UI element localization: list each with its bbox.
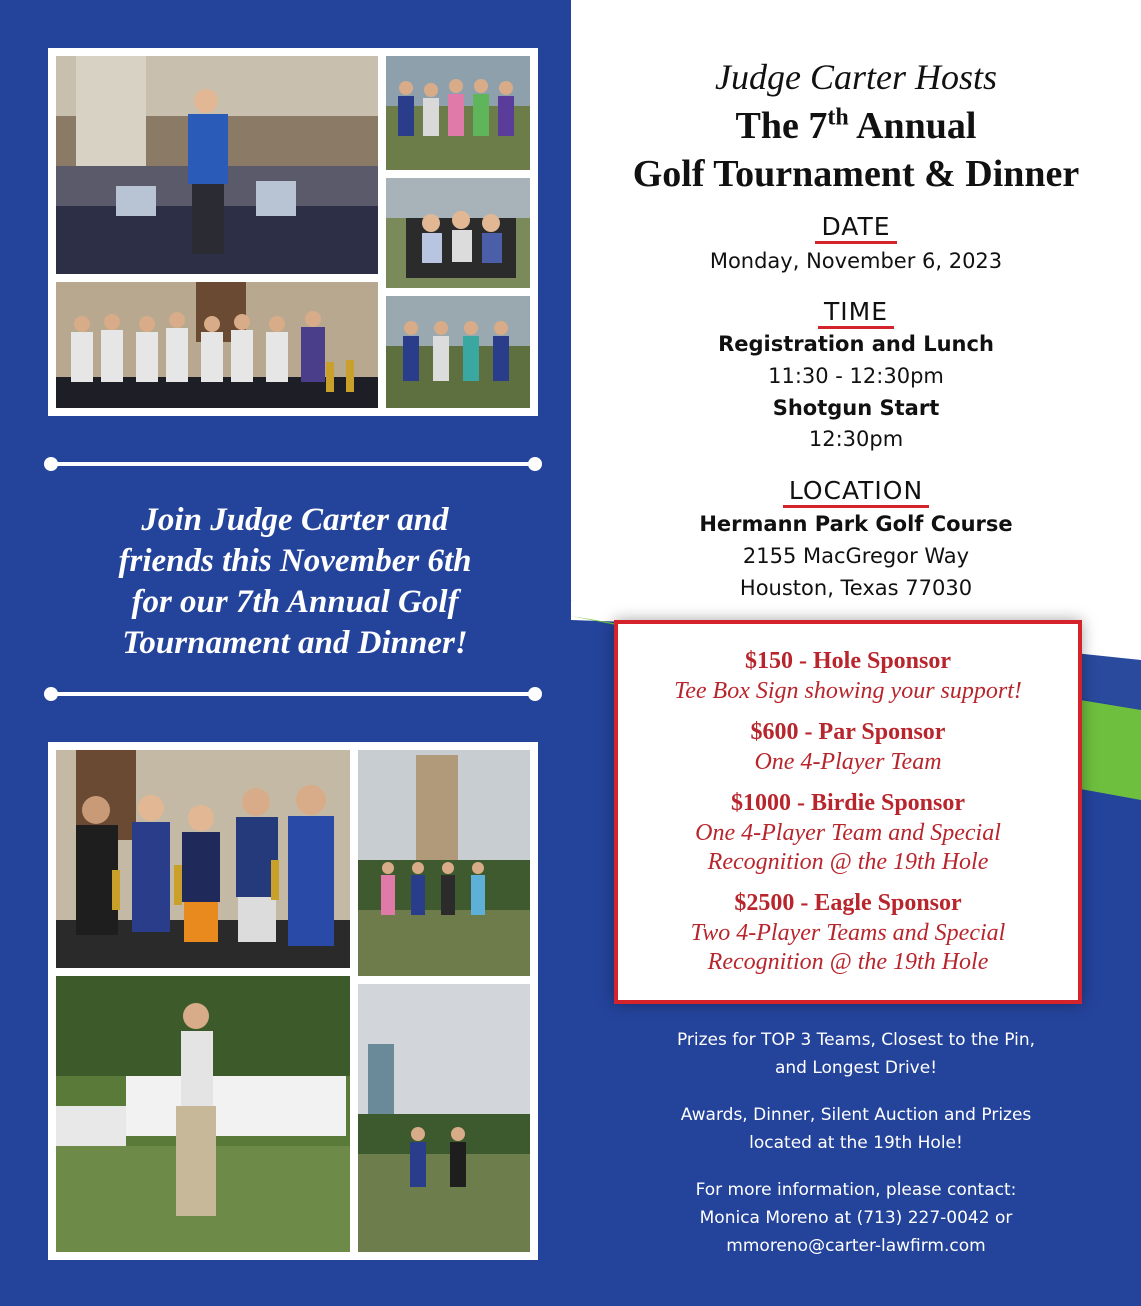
header-line3: Golf Tournament & Dinner [632, 153, 1080, 195]
sponsor-desc: One 4-Player Team [754, 749, 942, 775]
photo-golf-cart [386, 178, 530, 288]
prizes-line: and Longest Drive! [774, 1058, 938, 1078]
prizes-text [571, 1026, 1141, 1082]
header-line2 [571, 104, 1141, 148]
location-city: Houston, Texas 77030 [739, 576, 973, 600]
sponsor-desc: Recognition @ the 19th Hole [707, 949, 989, 975]
header-line2-part: The 7 [735, 105, 828, 147]
awards-text [571, 1101, 1141, 1157]
photo-four-golfers [386, 296, 530, 408]
sponsor-desc: Tee Box Sign showing your support! [674, 678, 1022, 704]
registration-time: 11:30 - 12:30pm [768, 364, 944, 388]
invite-line: Join Judge Carter and [141, 502, 449, 538]
invite-text [52, 500, 538, 664]
date-value: Monday, November 6, 2023 [709, 249, 1003, 273]
sponsor-title: $150 - Hole Sponsor [744, 648, 951, 674]
invite-line: for our 7th Annual Golf [131, 584, 459, 620]
divider-top [48, 462, 538, 466]
sponsor-desc: Two 4-Player Teams and Special [690, 920, 1006, 946]
photo-trophy-winners [56, 750, 350, 968]
photo-group-golf [386, 56, 530, 170]
photo-registration-table [56, 282, 378, 408]
bottom-photo-collage [48, 742, 538, 1260]
top-photo-collage [48, 48, 538, 416]
invite-line: Tournament and Dinner! [122, 625, 468, 661]
prizes-line: Prizes for TOP 3 Teams, Closest to the Pin, [676, 1030, 1036, 1050]
photo-tower-golfers [358, 750, 530, 976]
shotgun-time: 12:30pm [808, 427, 904, 451]
photo-golfer-swing [56, 976, 350, 1252]
invite-line: friends this November 6th [118, 543, 472, 579]
header-line1: Judge Carter Hosts [715, 57, 997, 97]
awards-line: located at the 19th Hole! [749, 1133, 963, 1153]
photo-banquet-speaker [56, 56, 378, 274]
sponsor-desc: Recognition @ the 19th Hole [707, 849, 989, 875]
location-name: Hermann Park Golf Course [699, 512, 1013, 536]
sponsor-title: $2500 - Eagle Sponsor [734, 890, 962, 916]
header-line2-sup: th [827, 104, 849, 131]
photo-course-skyline [358, 984, 530, 1252]
divider-bottom [48, 692, 538, 696]
sponsor-box [614, 620, 1082, 1004]
sponsor-title: $1000 - Birdie Sponsor [730, 790, 966, 816]
location-heading: LOCATION [571, 476, 1141, 505]
time-heading: TIME [571, 297, 1141, 326]
shotgun-label: Shotgun Start [772, 396, 940, 420]
location-street: 2155 MacGregor Way [742, 544, 970, 568]
sponsor-desc: One 4-Player Team and Special [695, 820, 1001, 846]
date-heading: DATE [571, 212, 1141, 241]
contact-line: For more information, please contact: [695, 1180, 1017, 1200]
contact-email[interactable]: mmoreno@carter-lawfirm.com [726, 1236, 986, 1256]
registration-label: Registration and Lunch [718, 332, 994, 356]
sponsor-title: $600 - Par Sponsor [750, 719, 946, 745]
contact-line: Monica Moreno at (713) 227-0042 or [699, 1208, 1013, 1228]
contact-text [571, 1176, 1141, 1260]
awards-line: Awards, Dinner, Silent Auction and Prizes [680, 1105, 1032, 1125]
header-line2-part: Annual [848, 105, 977, 147]
